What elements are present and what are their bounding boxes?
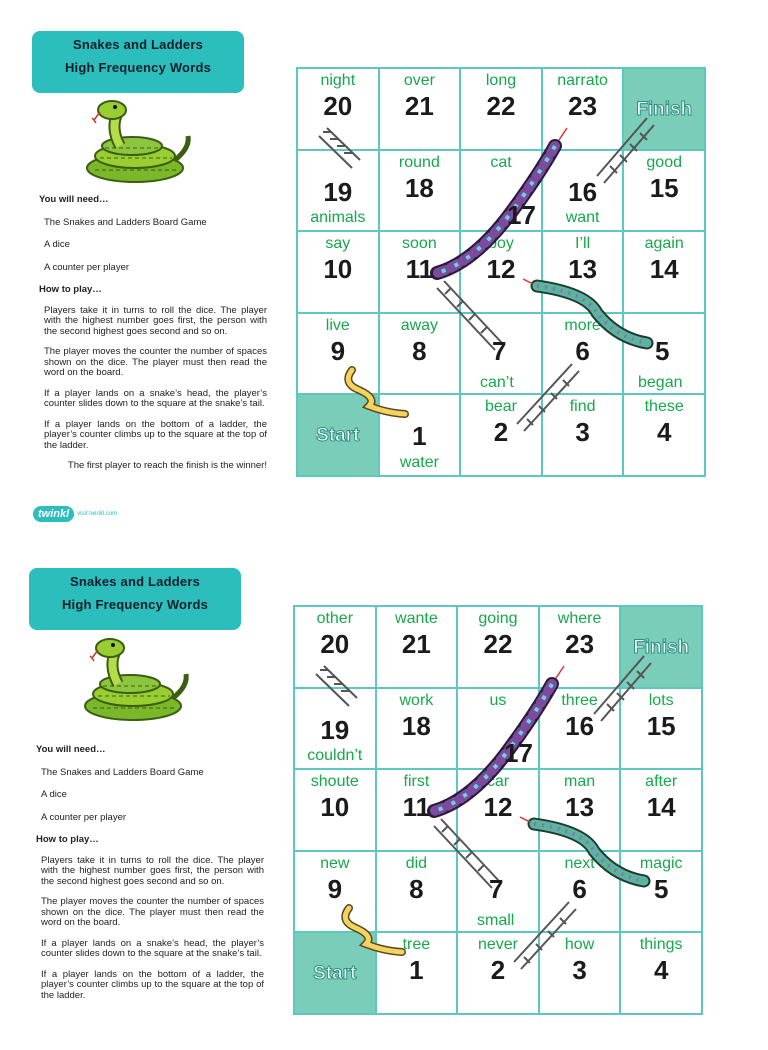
square-number: 18 (401, 710, 431, 741)
square-number: 15 (646, 710, 676, 741)
board-square (457, 606, 539, 688)
title-line-1: Snakes and Ladders (72, 37, 204, 52)
board-grid (297, 68, 705, 476)
step-paragraph: The first player to reach the finish is the winner! (67, 460, 267, 471)
square-word: three (561, 691, 598, 709)
board-square (457, 932, 539, 1014)
board-square (376, 769, 458, 851)
square-word: water (399, 453, 439, 471)
square-number: 23 (568, 91, 598, 121)
square-word: narrato (557, 72, 608, 89)
square-word: new (320, 854, 350, 872)
square-number: 12 (483, 792, 513, 823)
square-word: bear (484, 398, 517, 416)
square-word: next (564, 854, 595, 872)
title-line-2: High Frequency Words (64, 60, 212, 75)
board-square (379, 231, 461, 313)
finish-label: Finish (633, 637, 690, 658)
square-number: 9 (327, 873, 343, 904)
square-number: 12 (486, 254, 516, 285)
square-word: first (403, 773, 430, 791)
need-item: A counter per player (44, 261, 130, 273)
square-word: couldn’t (307, 747, 363, 765)
square-word: again (644, 235, 684, 253)
square-number: 18 (404, 172, 434, 203)
twinkl-logo-icon (33, 506, 117, 522)
square-word: animals (310, 209, 366, 227)
board-square (620, 606, 702, 688)
sheet-1 (0, 0, 768, 520)
square-word: tree (402, 936, 431, 954)
square-number: 13 (568, 254, 598, 285)
square-number: 14 (646, 792, 676, 823)
square-word: say (325, 235, 351, 253)
board-square (620, 851, 702, 933)
sheet-2 (0, 538, 768, 1050)
board-square (457, 769, 539, 851)
step-paragraph: If a player lands on the bottom of a ladder, the player’s counter climbs up to the square at the top of the ladder. (41, 968, 264, 1001)
logo-visit-text: visit twinkl.com (77, 511, 118, 517)
square-number: 1 (412, 421, 427, 452)
square-number: 21 (404, 91, 434, 121)
board-square (620, 932, 702, 1014)
square-number: 19 (323, 176, 353, 207)
step-paragraph: Players take it in turns to roll the dice. The player with the highest number goes first, the person with the second highest goes second and so on. (41, 854, 264, 887)
square-word: shoute (310, 773, 359, 791)
square-number: 4 (656, 417, 672, 448)
finish-label: Finish (636, 99, 693, 120)
square-number: 16 (568, 176, 598, 207)
square-number: 22 (486, 91, 516, 121)
board-square (539, 688, 621, 770)
step-paragraph: If a player lands on a snake’s head, the player’s counter slides down to the square at the snake’s tail. (44, 387, 267, 409)
board-square (294, 606, 376, 688)
how-to-play-heading: How to play… (39, 284, 102, 295)
square-word: began (638, 374, 683, 391)
square-word: round (398, 153, 440, 171)
board-square (542, 313, 624, 395)
square-word: man (564, 773, 596, 791)
square-word: never (477, 936, 518, 954)
square-word: more (564, 316, 601, 334)
instructions (36, 745, 264, 1011)
square-number: 9 (330, 335, 346, 366)
square-word: how (564, 936, 595, 954)
board-square (460, 68, 542, 150)
square-word: lots (648, 691, 674, 709)
board-square (542, 68, 624, 150)
board-square (623, 231, 705, 313)
need-item: A dice (41, 789, 67, 800)
square-word: other (316, 610, 354, 627)
square-word: find (569, 398, 596, 416)
need-item: A dice (44, 239, 70, 250)
square-number: 13 (565, 792, 595, 823)
title-line-2: High Frequency Words (61, 597, 209, 612)
board-square (294, 932, 376, 1014)
square-word: long (485, 72, 517, 89)
board-square (297, 150, 379, 232)
square-number: 3 (572, 955, 587, 986)
board-square (294, 851, 376, 933)
board-square (379, 68, 461, 150)
board-square (542, 231, 624, 313)
square-word: away (400, 316, 439, 334)
square-number: 5 (655, 336, 670, 366)
square-word: us (489, 691, 507, 709)
square-word: good (646, 153, 682, 171)
board-square (460, 394, 542, 476)
square-number: 21 (401, 629, 431, 659)
board-square (457, 851, 539, 933)
board-square (542, 150, 624, 232)
square-number: 19 (320, 714, 350, 745)
board-square (379, 150, 461, 232)
square-word: these (644, 398, 684, 416)
board-square (376, 932, 458, 1014)
board-square (620, 769, 702, 851)
logo-text: twinkl (33, 506, 74, 522)
square-number: 23 (565, 629, 595, 659)
square-number: 1 (409, 955, 424, 986)
square-word: I’ll (575, 235, 591, 253)
game-board (296, 67, 706, 477)
board-square (294, 688, 376, 770)
board-square (539, 932, 621, 1014)
square-word: soon (402, 235, 437, 253)
snake-illustration-icon (80, 98, 195, 186)
title-box (29, 568, 241, 630)
board-square (623, 68, 705, 150)
start-label: Start (316, 425, 360, 447)
square-number: 2 (493, 417, 509, 448)
board-square (460, 313, 542, 395)
square-number: 20 (323, 91, 353, 121)
board-square (379, 394, 461, 476)
board-square (376, 688, 458, 770)
board-square (297, 394, 379, 476)
board-square (294, 769, 376, 851)
square-word: work (399, 691, 434, 709)
board-square (623, 150, 705, 232)
square-number: 10 (320, 792, 350, 823)
board-square (542, 394, 624, 476)
step-paragraph: If a player lands on the bottom of a ladder, the player’s counter climbs up to the square at the top of the ladder. (44, 418, 267, 451)
square-word: can’t (480, 374, 514, 391)
square-word: car (486, 773, 510, 791)
square-number: 2 (490, 955, 506, 986)
square-number: 20 (320, 629, 350, 659)
snake-illustration-icon (78, 636, 193, 724)
game-board (293, 605, 703, 1015)
need-item: A counter per player (41, 811, 127, 823)
need-item: The Snakes and Ladders Board Game (41, 766, 204, 778)
square-number: 22 (483, 629, 513, 659)
square-number: 15 (649, 172, 679, 203)
board-square (539, 606, 621, 688)
square-word: where (557, 610, 602, 627)
square-number: 8 (409, 873, 424, 904)
start-label: Start (313, 963, 357, 985)
square-word: cat (490, 153, 512, 171)
step-paragraph: The player moves the counter the number of spaces shown on the dice. The player must then read the word on the board. (41, 896, 264, 928)
square-number: 11 (405, 254, 434, 285)
square-number: 8 (412, 335, 427, 366)
board-square (623, 313, 705, 395)
square-word: small (477, 912, 515, 929)
square-number: 6 (575, 335, 590, 366)
square-word: want (565, 209, 600, 227)
board-square (297, 231, 379, 313)
square-word: boy (488, 235, 514, 253)
board-square (457, 688, 539, 770)
step-paragraph: The player moves the counter the number of spaces shown on the dice. The player must then read the word on the board. (44, 346, 267, 378)
square-word: things (639, 936, 683, 954)
square-number: 14 (649, 254, 679, 285)
board-square (376, 851, 458, 933)
square-number: 16 (565, 710, 595, 741)
step-paragraph: If a player lands on a snake’s head, the player’s counter slides down to the square at the snake’s tail. (41, 937, 264, 959)
square-word: did (405, 854, 428, 872)
step-paragraph: Players take it in turns to roll the dice. The player with the highest number goes first, the person with the second highest goes second and so on. (44, 304, 267, 337)
board-square (460, 150, 542, 232)
square-word: night (320, 72, 356, 89)
board-square (539, 769, 621, 851)
square-word: wante (395, 610, 438, 627)
square-number: 10 (323, 254, 353, 285)
need-item: The Snakes and Ladders Board Game (44, 216, 207, 228)
square-number: 11 (402, 792, 431, 823)
square-word: going (478, 610, 518, 627)
you-will-need-heading: You will need… (36, 744, 106, 755)
square-word: after (645, 773, 678, 791)
square-number: 17 (504, 738, 533, 768)
how-to-play-heading: How to play… (36, 834, 99, 845)
board-grid (294, 606, 702, 1014)
board-square (376, 606, 458, 688)
square-number: 5 (653, 873, 669, 904)
square-word: live (325, 316, 350, 334)
title-line-1: Snakes and Ladders (69, 574, 201, 589)
square-word: over (403, 72, 435, 89)
title-box (32, 31, 244, 93)
square-number: 17 (507, 200, 536, 230)
board-square (539, 851, 621, 933)
square-number: 4 (653, 955, 669, 986)
board-square (623, 394, 705, 476)
board-square (297, 68, 379, 150)
board-square (297, 313, 379, 395)
board-square (620, 688, 702, 770)
square-number: 3 (575, 417, 590, 448)
instructions (39, 195, 267, 482)
square-number: 6 (572, 873, 587, 904)
board-square (379, 313, 461, 395)
square-number: 7 (489, 874, 504, 904)
you-will-need-heading: You will need… (39, 194, 109, 205)
square-word: magic (639, 854, 683, 872)
square-number: 7 (492, 336, 507, 366)
board-square (460, 231, 542, 313)
